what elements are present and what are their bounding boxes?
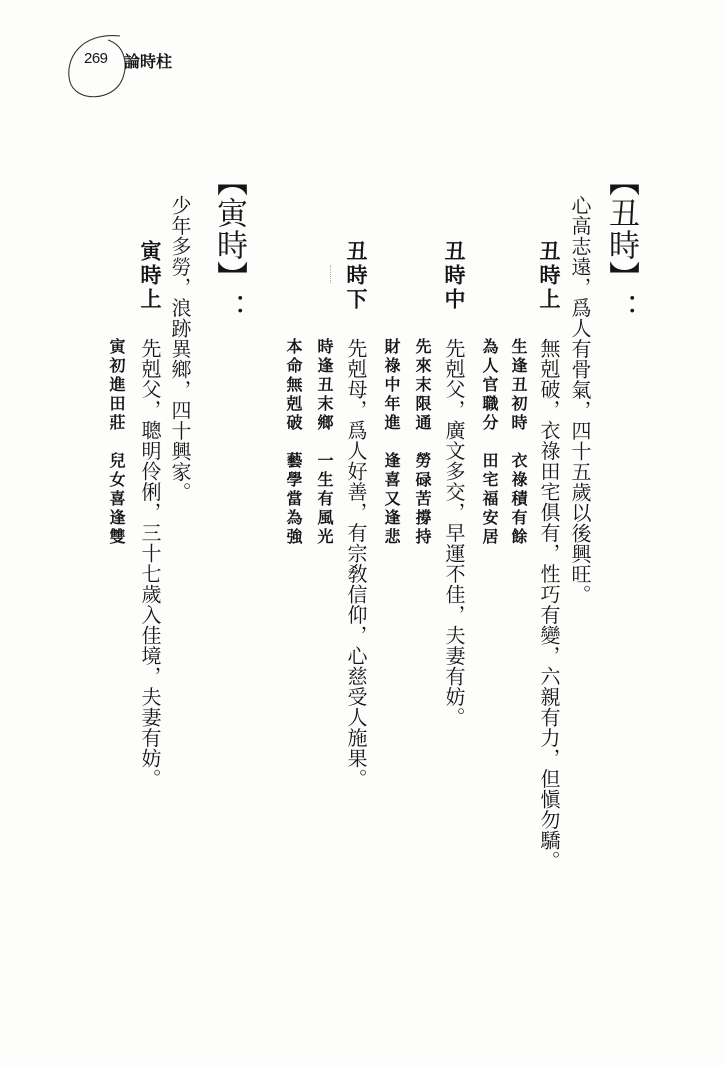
page-number: 269 [84, 50, 108, 67]
body-text-yin-upper: 先剋父，聰明伶俐，三十七歲入佳境，夫妻有妨。 [138, 338, 162, 789]
section-heading-chou: 【丑時】： [603, 165, 639, 325]
subheading-chou-upper: 丑時上 [537, 240, 561, 312]
intro-text-chou: 心高志遠，爲人有骨氣，四十五歲以後興旺。 [568, 195, 592, 605]
verse-line-chou-middle-1: 先來末限通 勞碌苦撐持 [413, 338, 432, 547]
verse-line-chou-upper-1: 生逢丑初時 衣祿積有餘 [509, 338, 528, 547]
subheading-yin-upper: 寅時上 [138, 240, 162, 312]
verse-line-yin-upper-1: 寅初進田莊 兒女喜逢雙 [107, 338, 126, 547]
intro-text-yin: 少年多勞，浪跡異鄉，四十興家。 [168, 195, 192, 503]
margin-mark [330, 265, 335, 283]
subheading-chou-lower: 丑時下 [344, 240, 368, 312]
body-text-chou-middle: 先剋父，廣文多交，早運不佳，夫妻有妨。 [442, 338, 466, 728]
verse-line-chou-lower-1: 時逢丑末鄉 一生有風光 [315, 338, 334, 547]
body-text-chou-upper: 無剋破，衣祿田宅俱有，性巧有變，六親有力，但愼勿驕。 [537, 338, 561, 871]
page-header [60, 30, 260, 100]
verse-line-chou-upper-2: 為人官職分 田宅福安居 [480, 338, 499, 547]
verse-line-chou-lower-2: 本命無剋破 藝學當為強 [284, 338, 303, 547]
body-text-chou-lower: 先剋母，爲人好善，有宗敎信仰，心慈受人施果。 [344, 338, 368, 789]
running-title: 論時柱 [124, 52, 173, 71]
section-heading-yin: 【寅時】： [211, 165, 247, 325]
subheading-chou-middle: 丑時中 [442, 240, 466, 312]
verse-line-chou-middle-2: 財祿中年進 逢喜又逢悲 [382, 338, 401, 547]
